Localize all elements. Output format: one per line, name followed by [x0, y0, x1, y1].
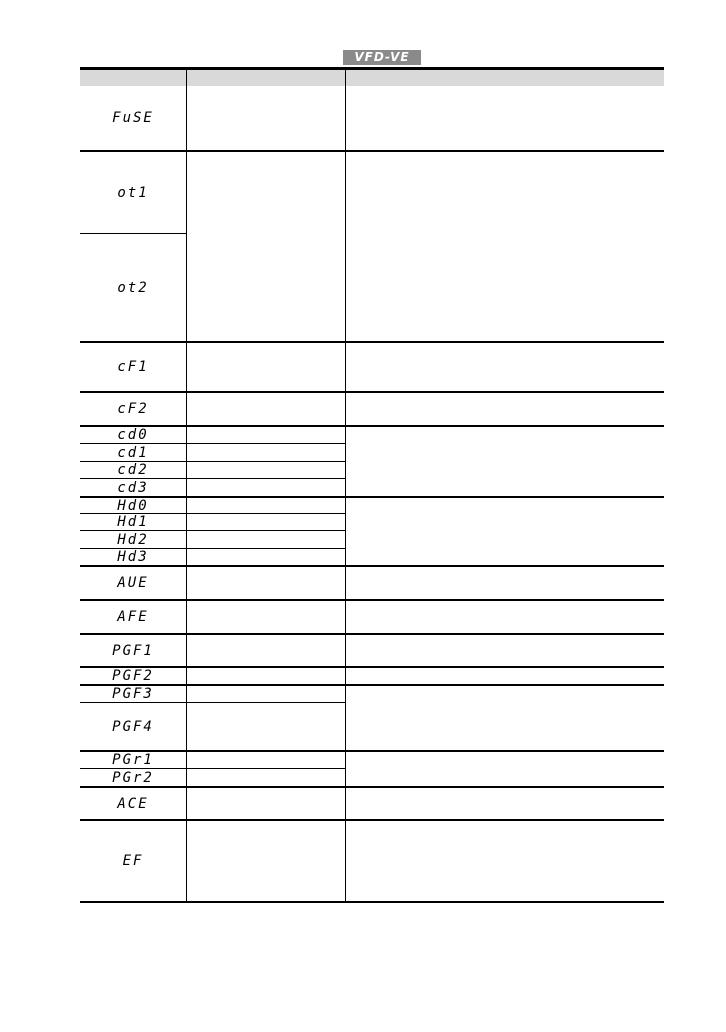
- fault-code-table: [80, 67, 664, 903]
- fault-code-cell: [80, 769, 186, 786]
- fault-code-cell: [80, 393, 186, 425]
- fault-code: AUE: [117, 575, 149, 591]
- fault-code-cell: [80, 152, 186, 233]
- fault-code: AFE: [117, 609, 149, 625]
- fault-code: FuSE: [112, 110, 154, 126]
- fault-code-cell: [80, 498, 186, 513]
- fault-code-cell: [80, 444, 186, 461]
- fault-code-cell: [80, 752, 186, 768]
- fault-code: PGF3: [112, 686, 154, 702]
- fault-code-cell: [80, 703, 186, 750]
- fault-code-cell: [80, 821, 186, 901]
- fault-code-cell: [80, 343, 186, 391]
- brand-logo: VFD-VE: [343, 50, 421, 65]
- table-header-row: [80, 67, 664, 86]
- fault-code: PGF2: [112, 668, 154, 684]
- fault-code: Hd2: [117, 531, 149, 548]
- fault-code: ACE: [117, 795, 149, 812]
- fault-code: EF: [122, 853, 144, 869]
- fault-code-cell: [80, 479, 186, 496]
- column-divider: [345, 67, 346, 903]
- fault-code: PGr2: [112, 769, 154, 786]
- fault-code: ot1: [117, 184, 149, 201]
- fault-code-cell: [80, 635, 186, 666]
- fault-code: cd0: [117, 427, 149, 443]
- fault-code-cell: [80, 567, 186, 599]
- fault-code: PGF1: [112, 642, 154, 659]
- fault-code: PGr1: [112, 752, 154, 768]
- fault-code: Hd0: [117, 497, 149, 514]
- fault-code-cell: [80, 427, 186, 443]
- fault-code-cell: [80, 601, 186, 633]
- fault-code-cell: [80, 686, 186, 702]
- fault-code-cell: [80, 788, 186, 819]
- fault-code: Hd3: [117, 549, 149, 565]
- fault-code-cell: [80, 462, 186, 478]
- fault-code-cell: [80, 86, 186, 150]
- fault-code: ot2: [117, 279, 149, 296]
- fault-code: cd2: [117, 462, 149, 478]
- fault-code-cell: [80, 514, 186, 530]
- fault-code: PGF4: [112, 718, 154, 735]
- fault-code-cell: [80, 531, 186, 548]
- fault-code: cF1: [117, 359, 149, 375]
- column-divider: [186, 67, 187, 903]
- fault-code: cd3: [117, 479, 149, 496]
- fault-code-cell: [80, 234, 186, 341]
- fault-code: Hd1: [117, 514, 149, 530]
- fault-code-cell: [80, 549, 186, 565]
- fault-code: cF2: [117, 401, 149, 417]
- table-bottom-border: [80, 901, 664, 903]
- fault-code: cd1: [117, 444, 149, 461]
- fault-code-cell: [80, 668, 186, 684]
